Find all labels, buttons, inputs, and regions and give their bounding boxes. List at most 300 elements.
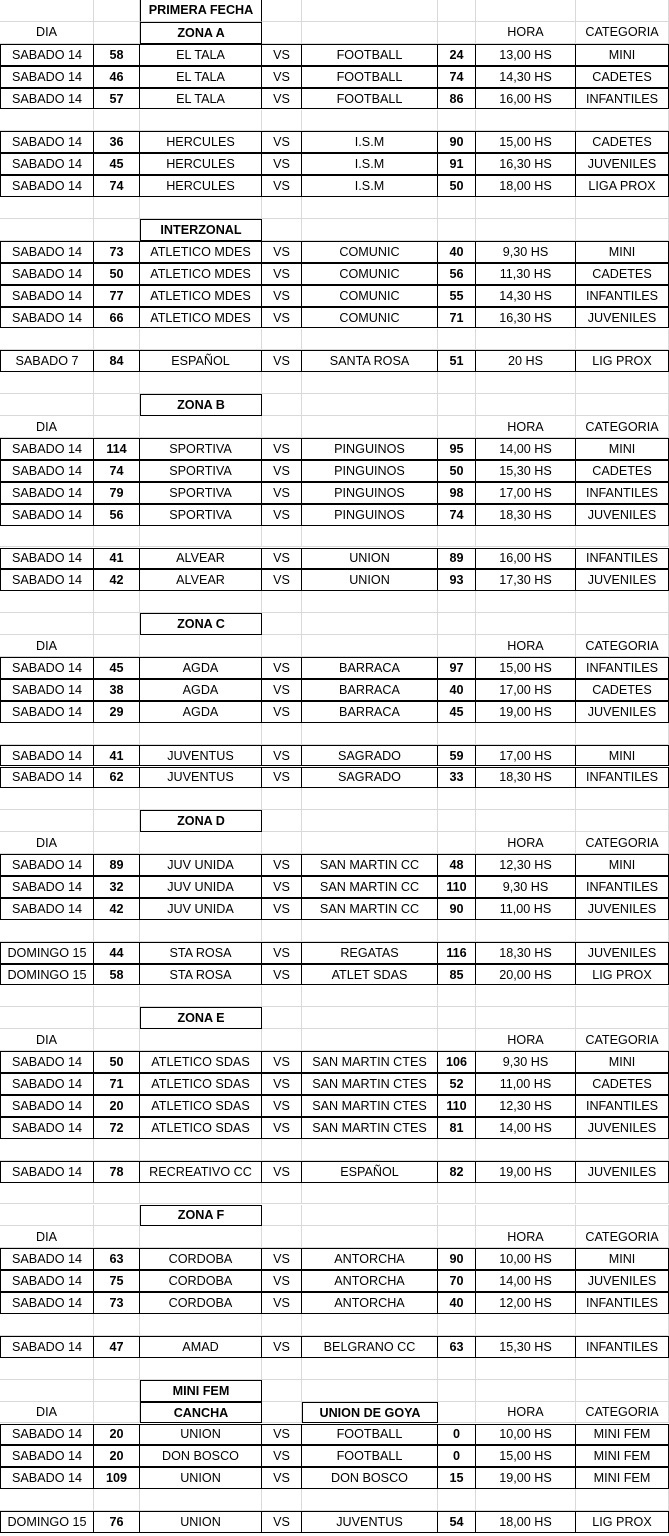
away-team[interactable]: UNION [302, 569, 438, 591]
vs-label[interactable]: VS [262, 1248, 302, 1270]
home-score[interactable]: 42 [94, 569, 140, 591]
empty-cell[interactable] [94, 1489, 140, 1511]
match-category[interactable]: INFANTILES [576, 767, 669, 789]
match-day[interactable]: SABADO 14 [0, 1073, 94, 1095]
vs-label[interactable]: VS [262, 131, 302, 153]
home-score[interactable]: 38 [94, 679, 140, 701]
match-time[interactable]: 18,30 HS [476, 504, 576, 526]
column-label-hora[interactable]: HORA [476, 1226, 576, 1248]
empty-cell[interactable] [0, 394, 94, 416]
empty-cell[interactable] [262, 832, 302, 854]
away-team[interactable]: FOOTBALL [302, 88, 438, 110]
empty-cell[interactable] [576, 1314, 669, 1336]
column-label-hora[interactable]: HORA [476, 416, 576, 438]
empty-cell[interactable] [94, 416, 140, 438]
match-time[interactable]: 18,30 HS [476, 942, 576, 964]
home-score[interactable]: 45 [94, 153, 140, 175]
match-category[interactable]: INFANTILES [576, 285, 669, 307]
match-day[interactable]: SABADO 14 [0, 438, 94, 460]
away-team[interactable]: DON BOSCO [302, 1467, 438, 1489]
away-team[interactable]: SAN MARTIN CC [302, 898, 438, 920]
match-time[interactable]: 19,00 HS [476, 1161, 576, 1183]
home-score[interactable]: 71 [94, 1073, 140, 1095]
away-score[interactable]: 74 [438, 66, 476, 88]
empty-cell[interactable] [140, 723, 262, 745]
empty-cell[interactable] [262, 197, 302, 219]
match-category[interactable]: JUVENILES [576, 1161, 669, 1183]
empty-cell[interactable] [0, 372, 94, 394]
empty-cell[interactable] [438, 372, 476, 394]
home-team[interactable]: SPORTIVA [140, 460, 262, 482]
column-label-dia[interactable]: DIA [0, 1029, 94, 1051]
vs-label[interactable]: VS [262, 350, 302, 372]
match-category[interactable]: JUVENILES [576, 942, 669, 964]
match-day[interactable]: SABADO 14 [0, 175, 94, 197]
away-score[interactable]: 0 [438, 1424, 476, 1446]
empty-cell[interactable] [140, 1183, 262, 1205]
match-category[interactable]: JUVENILES [576, 701, 669, 723]
vs-label[interactable]: VS [262, 175, 302, 197]
home-team[interactable]: JUV UNIDA [140, 854, 262, 876]
match-time[interactable]: 9,30 HS [476, 241, 576, 263]
empty-cell[interactable] [302, 526, 438, 548]
match-day[interactable]: SABADO 14 [0, 504, 94, 526]
away-score[interactable]: 81 [438, 1117, 476, 1139]
away-team[interactable]: SAN MARTIN CTES [302, 1073, 438, 1095]
away-team[interactable]: ANTORCHA [302, 1270, 438, 1292]
away-team[interactable]: SAN MARTIN CTES [302, 1117, 438, 1139]
vs-label[interactable]: VS [262, 964, 302, 986]
empty-cell[interactable] [94, 1183, 140, 1205]
empty-cell[interactable] [94, 1226, 140, 1248]
match-time[interactable]: 14,00 HS [476, 1270, 576, 1292]
home-team[interactable]: SPORTIVA [140, 438, 262, 460]
empty-cell[interactable] [262, 635, 302, 657]
zone-header[interactable]: ZONA B [140, 394, 262, 416]
away-score[interactable]: 93 [438, 569, 476, 591]
empty-cell[interactable] [302, 1139, 438, 1161]
home-score[interactable]: 78 [94, 1161, 140, 1183]
home-team[interactable]: ATLETICO SDAS [140, 1073, 262, 1095]
empty-cell[interactable] [262, 1380, 302, 1402]
match-day[interactable]: SABADO 14 [0, 1424, 94, 1446]
empty-cell[interactable] [302, 1314, 438, 1336]
empty-cell[interactable] [438, 1007, 476, 1029]
empty-cell[interactable] [302, 635, 438, 657]
away-score[interactable]: 48 [438, 854, 476, 876]
home-team[interactable]: ALVEAR [140, 548, 262, 570]
column-label-categoria[interactable]: CATEGORIA [576, 832, 669, 854]
empty-cell[interactable] [140, 416, 262, 438]
empty-cell[interactable] [0, 1358, 94, 1380]
home-score[interactable]: 20 [94, 1095, 140, 1117]
away-score[interactable]: 63 [438, 1336, 476, 1358]
vs-label[interactable]: VS [262, 1292, 302, 1314]
empty-cell[interactable] [576, 591, 669, 613]
empty-cell[interactable] [262, 110, 302, 132]
empty-cell[interactable] [94, 832, 140, 854]
match-time[interactable]: 17,00 HS [476, 482, 576, 504]
empty-cell[interactable] [438, 920, 476, 942]
match-day[interactable]: SABADO 14 [0, 131, 94, 153]
match-category[interactable]: MINI FEM [576, 1445, 669, 1467]
home-score[interactable]: 84 [94, 350, 140, 372]
empty-cell[interactable] [476, 1314, 576, 1336]
home-team[interactable]: ATLETICO SDAS [140, 1095, 262, 1117]
vs-label[interactable]: VS [262, 767, 302, 789]
empty-cell[interactable] [140, 1029, 262, 1051]
match-category[interactable]: JUVENILES [576, 307, 669, 329]
match-day[interactable]: DOMINGO 15 [0, 964, 94, 986]
match-time[interactable]: 20,00 HS [476, 964, 576, 986]
vs-label[interactable]: VS [262, 1336, 302, 1358]
empty-cell[interactable] [576, 197, 669, 219]
empty-cell[interactable] [438, 0, 476, 22]
home-score[interactable]: 62 [94, 767, 140, 789]
match-time[interactable]: 18,30 HS [476, 767, 576, 789]
empty-cell[interactable] [438, 526, 476, 548]
empty-cell[interactable] [576, 1183, 669, 1205]
home-score[interactable]: 32 [94, 876, 140, 898]
empty-cell[interactable] [140, 1314, 262, 1336]
away-score[interactable]: 52 [438, 1073, 476, 1095]
empty-cell[interactable] [94, 1402, 140, 1424]
match-time[interactable]: 17,00 HS [476, 679, 576, 701]
column-label-categoria[interactable]: CATEGORIA [576, 1029, 669, 1051]
away-score[interactable]: 40 [438, 241, 476, 263]
match-time[interactable]: 12,00 HS [476, 1292, 576, 1314]
home-team[interactable]: ATLETICO SDAS [140, 1117, 262, 1139]
empty-cell[interactable] [302, 329, 438, 351]
match-day[interactable]: SABADO 14 [0, 1161, 94, 1183]
away-team[interactable]: I.S.M [302, 153, 438, 175]
home-score[interactable]: 77 [94, 285, 140, 307]
match-category[interactable]: CADETES [576, 66, 669, 88]
home-team[interactable]: ATLETICO MDES [140, 285, 262, 307]
match-category[interactable]: LIG PROX [576, 964, 669, 986]
column-label-cancha[interactable]: CANCHA [140, 1402, 262, 1424]
empty-cell[interactable] [476, 394, 576, 416]
empty-cell[interactable] [438, 1183, 476, 1205]
match-category[interactable]: JUVENILES [576, 898, 669, 920]
match-category[interactable]: MINI [576, 241, 669, 263]
match-day[interactable]: SABADO 14 [0, 1248, 94, 1270]
vs-label[interactable]: VS [262, 88, 302, 110]
empty-cell[interactable] [262, 22, 302, 44]
match-day[interactable]: SABADO 14 [0, 679, 94, 701]
home-team[interactable]: ATLETICO SDAS [140, 1051, 262, 1073]
match-category[interactable]: MINI FEM [576, 1424, 669, 1446]
away-score[interactable]: 90 [438, 1248, 476, 1270]
vs-label[interactable]: VS [262, 1073, 302, 1095]
match-category[interactable]: INFANTILES [576, 1095, 669, 1117]
empty-cell[interactable] [0, 788, 94, 810]
match-time[interactable]: 15,30 HS [476, 1336, 576, 1358]
vs-label[interactable]: VS [262, 876, 302, 898]
empty-cell[interactable] [94, 1007, 140, 1029]
away-team[interactable]: BARRACA [302, 657, 438, 679]
vs-label[interactable]: VS [262, 569, 302, 591]
vs-label[interactable]: VS [262, 1117, 302, 1139]
match-time[interactable]: 20 HS [476, 350, 576, 372]
empty-cell[interactable] [438, 635, 476, 657]
empty-cell[interactable] [94, 372, 140, 394]
match-day[interactable]: SABADO 14 [0, 1336, 94, 1358]
away-score[interactable]: 24 [438, 44, 476, 66]
vs-label[interactable]: VS [262, 1270, 302, 1292]
match-category[interactable]: MINI [576, 854, 669, 876]
match-time[interactable]: 9,30 HS [476, 1051, 576, 1073]
vs-label[interactable]: VS [262, 898, 302, 920]
zone-header[interactable]: MINI FEM [140, 1380, 262, 1402]
column-label-hora[interactable]: HORA [476, 22, 576, 44]
empty-cell[interactable] [0, 1205, 94, 1227]
vs-label[interactable]: VS [262, 438, 302, 460]
home-score[interactable]: 89 [94, 854, 140, 876]
home-score[interactable]: 41 [94, 548, 140, 570]
empty-cell[interactable] [302, 416, 438, 438]
away-team[interactable]: REGATAS [302, 942, 438, 964]
zone-header[interactable]: ZONA C [140, 613, 262, 635]
match-day[interactable]: SABADO 14 [0, 263, 94, 285]
vs-label[interactable]: VS [262, 241, 302, 263]
empty-cell[interactable] [94, 613, 140, 635]
empty-cell[interactable] [94, 920, 140, 942]
match-day[interactable]: SABADO 14 [0, 460, 94, 482]
empty-cell[interactable] [476, 329, 576, 351]
column-label-dia[interactable]: DIA [0, 1226, 94, 1248]
away-team[interactable]: SAN MARTIN CTES [302, 1051, 438, 1073]
vs-label[interactable]: VS [262, 854, 302, 876]
empty-cell[interactable] [576, 1489, 669, 1511]
home-score[interactable]: 50 [94, 1051, 140, 1073]
home-team[interactable]: AGDA [140, 679, 262, 701]
match-time[interactable]: 18,00 HS [476, 1511, 576, 1533]
empty-cell[interactable] [302, 920, 438, 942]
vs-label[interactable]: VS [262, 745, 302, 767]
home-score[interactable]: 58 [94, 964, 140, 986]
empty-cell[interactable] [140, 329, 262, 351]
empty-cell[interactable] [438, 416, 476, 438]
match-time[interactable]: 10,00 HS [476, 1248, 576, 1270]
match-day[interactable]: SABADO 14 [0, 1467, 94, 1489]
home-team[interactable]: ALVEAR [140, 569, 262, 591]
empty-cell[interactable] [576, 810, 669, 832]
empty-cell[interactable] [140, 526, 262, 548]
vs-label[interactable]: VS [262, 1161, 302, 1183]
empty-cell[interactable] [140, 986, 262, 1008]
empty-cell[interactable] [438, 788, 476, 810]
away-team[interactable]: BELGRANO CC [302, 1336, 438, 1358]
empty-cell[interactable] [302, 1226, 438, 1248]
empty-cell[interactable] [94, 329, 140, 351]
empty-cell[interactable] [476, 219, 576, 241]
match-category[interactable]: INFANTILES [576, 1292, 669, 1314]
match-day[interactable]: SABADO 14 [0, 898, 94, 920]
empty-cell[interactable] [438, 810, 476, 832]
empty-cell[interactable] [302, 394, 438, 416]
home-score[interactable]: 41 [94, 745, 140, 767]
home-team[interactable]: AMAD [140, 1336, 262, 1358]
empty-cell[interactable] [262, 723, 302, 745]
empty-cell[interactable] [576, 526, 669, 548]
empty-cell[interactable] [140, 832, 262, 854]
match-time[interactable]: 16,30 HS [476, 153, 576, 175]
match-category[interactable]: CADETES [576, 679, 669, 701]
away-score[interactable]: 0 [438, 1445, 476, 1467]
empty-cell[interactable] [94, 723, 140, 745]
empty-cell[interactable] [0, 1380, 94, 1402]
empty-cell[interactable] [94, 110, 140, 132]
zone-header[interactable]: ZONA E [140, 1007, 262, 1029]
empty-cell[interactable] [438, 1205, 476, 1227]
home-score[interactable]: 42 [94, 898, 140, 920]
column-label-dia[interactable]: DIA [0, 416, 94, 438]
away-team[interactable]: SAN MARTIN CC [302, 854, 438, 876]
empty-cell[interactable] [140, 197, 262, 219]
empty-cell[interactable] [262, 1205, 302, 1227]
empty-cell[interactable] [438, 1226, 476, 1248]
empty-cell[interactable] [438, 197, 476, 219]
match-time[interactable]: 12,30 HS [476, 854, 576, 876]
away-score[interactable]: 54 [438, 1511, 476, 1533]
match-category[interactable]: JUVENILES [576, 504, 669, 526]
home-team[interactable]: HERCULES [140, 153, 262, 175]
column-label-categoria[interactable]: CATEGORIA [576, 1226, 669, 1248]
home-score[interactable]: 79 [94, 482, 140, 504]
home-team[interactable]: JUV UNIDA [140, 898, 262, 920]
away-score[interactable]: 56 [438, 263, 476, 285]
empty-cell[interactable] [0, 526, 94, 548]
away-score[interactable]: 98 [438, 482, 476, 504]
empty-cell[interactable] [262, 1314, 302, 1336]
empty-cell[interactable] [476, 920, 576, 942]
empty-cell[interactable] [94, 1358, 140, 1380]
empty-cell[interactable] [262, 372, 302, 394]
column-label-dia[interactable]: DIA [0, 832, 94, 854]
away-score[interactable]: 95 [438, 438, 476, 460]
empty-cell[interactable] [140, 1489, 262, 1511]
empty-cell[interactable] [476, 1205, 576, 1227]
home-score[interactable]: 75 [94, 1270, 140, 1292]
match-time[interactable]: 19,00 HS [476, 1467, 576, 1489]
empty-cell[interactable] [302, 0, 438, 22]
empty-cell[interactable] [0, 810, 94, 832]
empty-cell[interactable] [438, 22, 476, 44]
home-team[interactable]: ATLETICO MDES [140, 263, 262, 285]
home-score[interactable]: 76 [94, 1511, 140, 1533]
empty-cell[interactable] [476, 1358, 576, 1380]
vs-label[interactable]: VS [262, 263, 302, 285]
home-team[interactable]: ATLETICO MDES [140, 307, 262, 329]
away-team[interactable]: COMUNIC [302, 285, 438, 307]
away-team[interactable]: I.S.M [302, 175, 438, 197]
empty-cell[interactable] [302, 986, 438, 1008]
empty-cell[interactable] [140, 920, 262, 942]
empty-cell[interactable] [94, 986, 140, 1008]
match-category[interactable]: LIGA PROX [576, 175, 669, 197]
empty-cell[interactable] [94, 1314, 140, 1336]
home-team[interactable]: CORDOBA [140, 1248, 262, 1270]
empty-cell[interactable] [438, 1402, 476, 1424]
vs-label[interactable]: VS [262, 1095, 302, 1117]
home-team[interactable]: UNION [140, 1467, 262, 1489]
empty-cell[interactable] [576, 986, 669, 1008]
away-team[interactable]: FOOTBALL [302, 44, 438, 66]
match-day[interactable]: SABADO 7 [0, 350, 94, 372]
home-score[interactable]: 63 [94, 1248, 140, 1270]
home-team[interactable]: STA ROSA [140, 964, 262, 986]
empty-cell[interactable] [94, 1205, 140, 1227]
match-day[interactable]: SABADO 14 [0, 66, 94, 88]
home-score[interactable]: 57 [94, 88, 140, 110]
empty-cell[interactable] [438, 329, 476, 351]
match-time[interactable]: 13,00 HS [476, 44, 576, 66]
match-category[interactable]: JUVENILES [576, 569, 669, 591]
empty-cell[interactable] [0, 1314, 94, 1336]
column-label-hora[interactable]: HORA [476, 1029, 576, 1051]
away-team[interactable]: SAGRADO [302, 767, 438, 789]
column-label-categoria[interactable]: CATEGORIA [576, 1402, 669, 1424]
match-day[interactable]: SABADO 14 [0, 701, 94, 723]
match-time[interactable]: 11,30 HS [476, 263, 576, 285]
match-category[interactable]: MINI [576, 745, 669, 767]
empty-cell[interactable] [476, 0, 576, 22]
match-category[interactable]: MINI [576, 1051, 669, 1073]
empty-cell[interactable] [262, 1183, 302, 1205]
away-score[interactable]: 90 [438, 898, 476, 920]
home-score[interactable]: 36 [94, 131, 140, 153]
empty-cell[interactable] [262, 329, 302, 351]
vs-label[interactable]: VS [262, 657, 302, 679]
empty-cell[interactable] [576, 1007, 669, 1029]
home-team[interactable]: EL TALA [140, 66, 262, 88]
vs-label[interactable]: VS [262, 1511, 302, 1533]
empty-cell[interactable] [476, 1183, 576, 1205]
match-category[interactable]: INFANTILES [576, 1336, 669, 1358]
match-time[interactable]: 14,00 HS [476, 1117, 576, 1139]
away-score[interactable]: 110 [438, 876, 476, 898]
away-team[interactable]: ATLET SDAS [302, 964, 438, 986]
match-category[interactable]: CADETES [576, 131, 669, 153]
home-team[interactable]: SPORTIVA [140, 482, 262, 504]
home-score[interactable]: 20 [94, 1424, 140, 1446]
empty-cell[interactable] [438, 1358, 476, 1380]
home-team[interactable]: JUV UNIDA [140, 876, 262, 898]
empty-cell[interactable] [140, 635, 262, 657]
away-team[interactable]: UNION [302, 548, 438, 570]
vs-label[interactable]: VS [262, 1467, 302, 1489]
home-team[interactable]: AGDA [140, 657, 262, 679]
page-title[interactable]: PRIMERA FECHA [140, 0, 262, 22]
match-time[interactable]: 16,00 HS [476, 548, 576, 570]
match-category[interactable]: MINI [576, 1248, 669, 1270]
empty-cell[interactable] [438, 986, 476, 1008]
away-score[interactable]: 89 [438, 548, 476, 570]
home-team[interactable]: CORDOBA [140, 1292, 262, 1314]
match-day[interactable]: SABADO 14 [0, 307, 94, 329]
away-team[interactable]: BARRACA [302, 679, 438, 701]
empty-cell[interactable] [94, 22, 140, 44]
match-day[interactable]: SABADO 14 [0, 44, 94, 66]
away-score[interactable]: 90 [438, 131, 476, 153]
match-time[interactable]: 17,30 HS [476, 569, 576, 591]
empty-cell[interactable] [140, 1139, 262, 1161]
empty-cell[interactable] [302, 22, 438, 44]
home-team[interactable]: JUVENTUS [140, 767, 262, 789]
vs-label[interactable]: VS [262, 548, 302, 570]
match-category[interactable]: INFANTILES [576, 88, 669, 110]
